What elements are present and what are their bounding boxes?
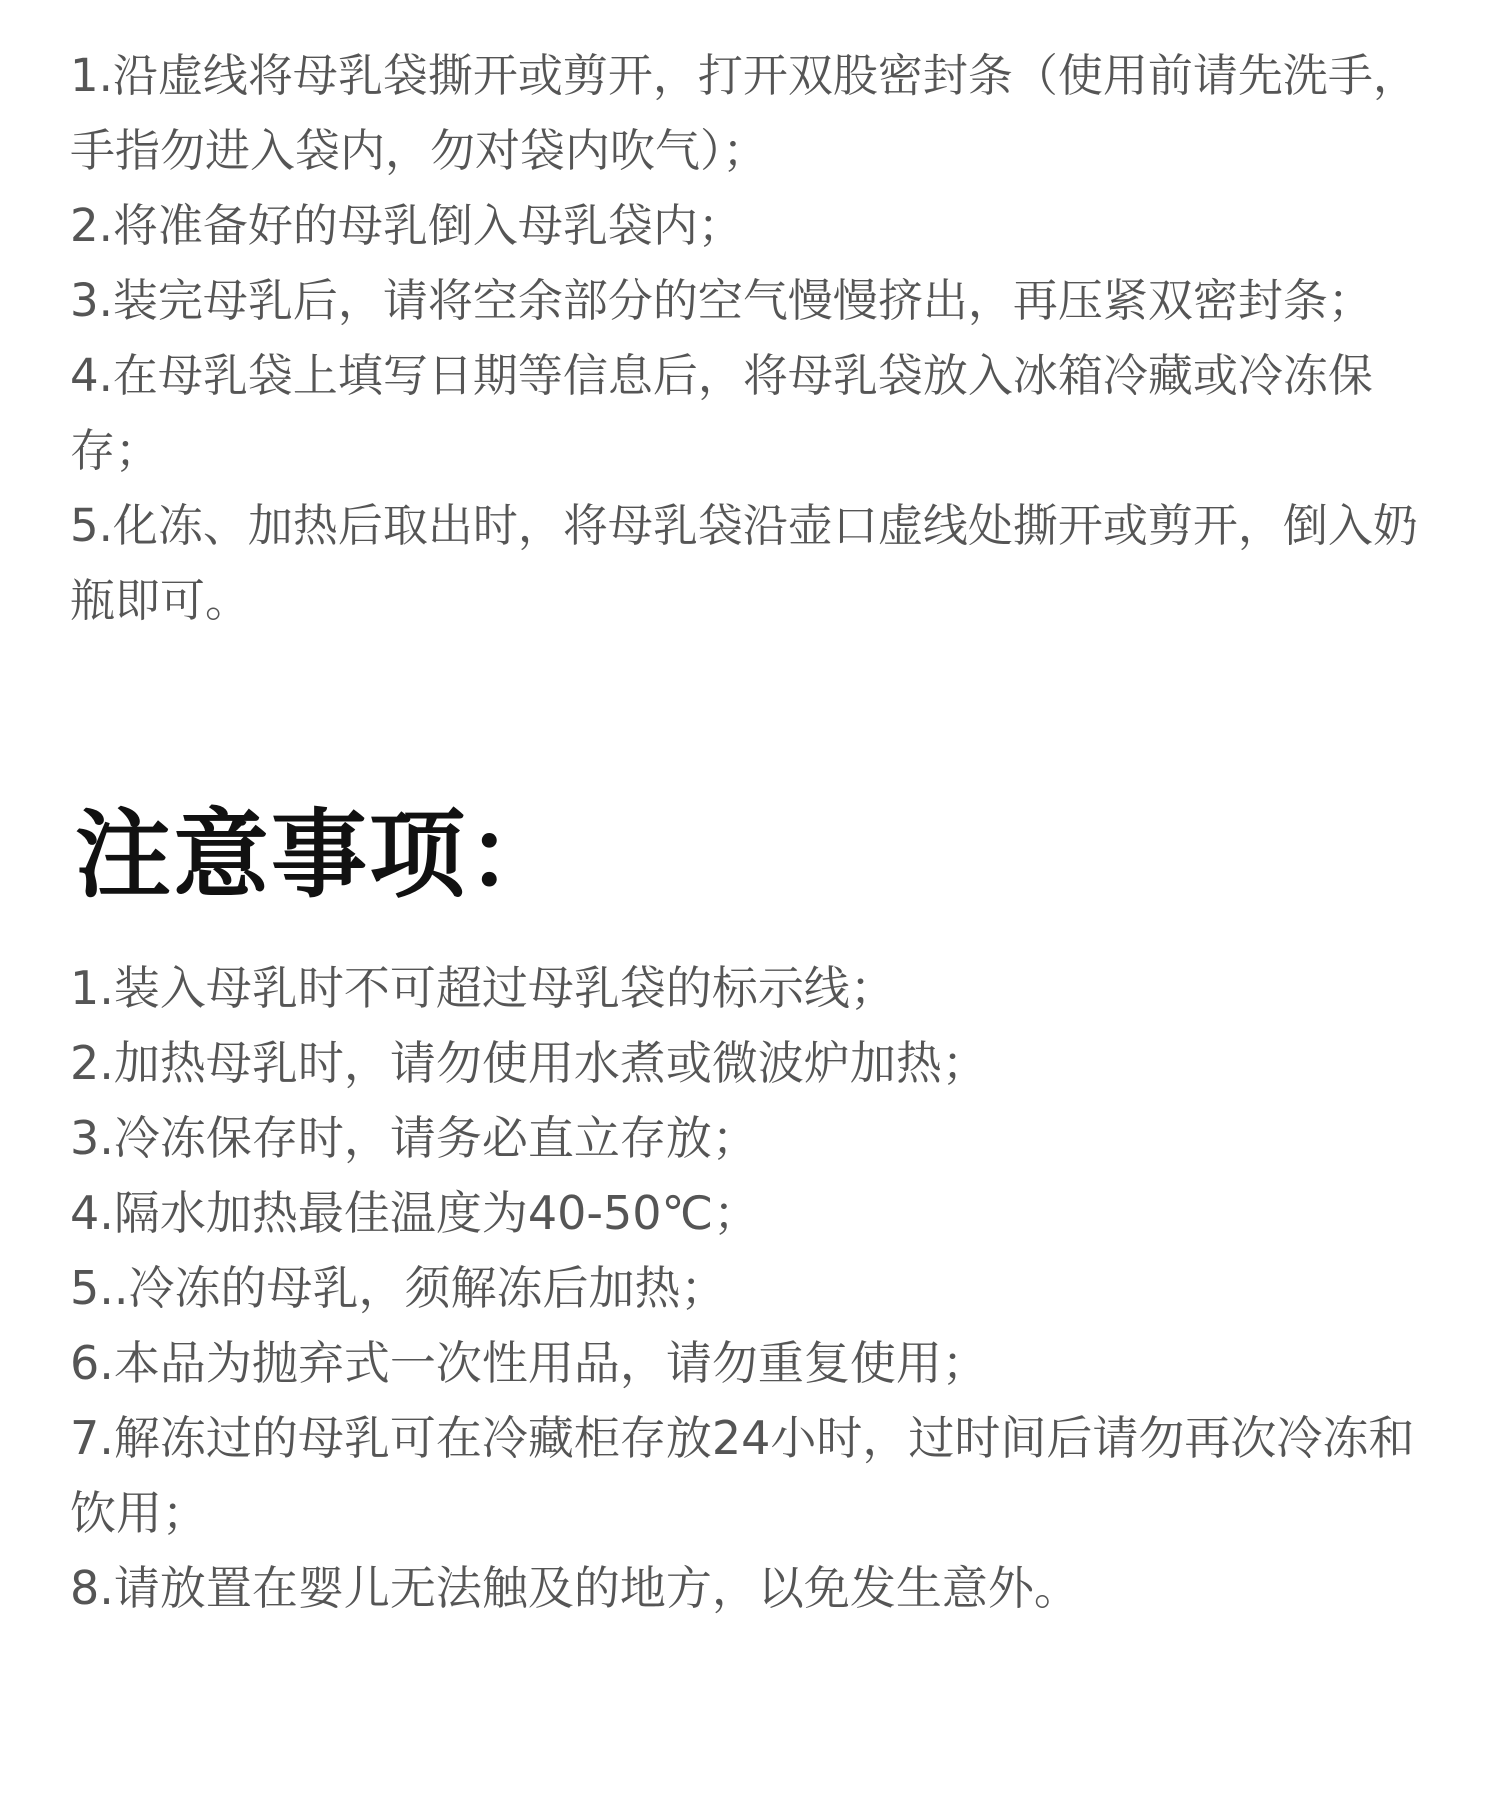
note-item-7: 7.解冻过的母乳可在冷藏柜存放24小时，过时间后请勿再次冷冻和饮用；: [70, 1411, 1415, 1540]
usage-step-1: 1.沿虚线将母乳袋撕开或剪开，打开双股密封条（使用前请先洗手，手指勿进入袋内，勿对袋内吹气）；: [70, 49, 1418, 177]
note-item-1: 1.装入母乳时不可超过母乳袋的标示线；: [70, 961, 896, 1015]
note-item-6: 6.本品为抛弃式一次性用品，请勿重复使用；: [70, 1336, 988, 1390]
usage-step-4: 4.在母乳袋上填写日期等信息后，将母乳袋放入冰箱冷藏或冷冻保存；: [70, 349, 1373, 477]
note-item-8: 8.请放置在婴儿无法触及的地方，以免发生意外。: [70, 1561, 1080, 1615]
usage-step-2: 2.将准备好的母乳倒入母乳袋内；: [70, 199, 743, 252]
note-item-5: 5..冷冻的母乳，须解冻后加热；: [70, 1261, 727, 1315]
note-item-3: 3.冷冻保存时，请务必直立存放；: [70, 1111, 758, 1165]
notes-title: 注意事项：: [75, 799, 565, 911]
notes-list: [70, 951, 1450, 1626]
usage-step-5: 5.化冻、加热后取出时，将母乳袋沿壶口虚线处撕开或剪开，倒入奶瓶即可。: [70, 499, 1418, 627]
note-item-4: 4.隔水加热最佳温度为40-50℃；: [70, 1186, 760, 1240]
note-item-2: 2.加热母乳时，请勿使用水煮或微波炉加热；: [70, 1036, 988, 1090]
usage-step-3: 3.装完母乳后，请将空余部分的空气慢慢挤出，再压紧双密封条；: [70, 274, 1373, 327]
usage-steps-list: [70, 38, 1450, 638]
